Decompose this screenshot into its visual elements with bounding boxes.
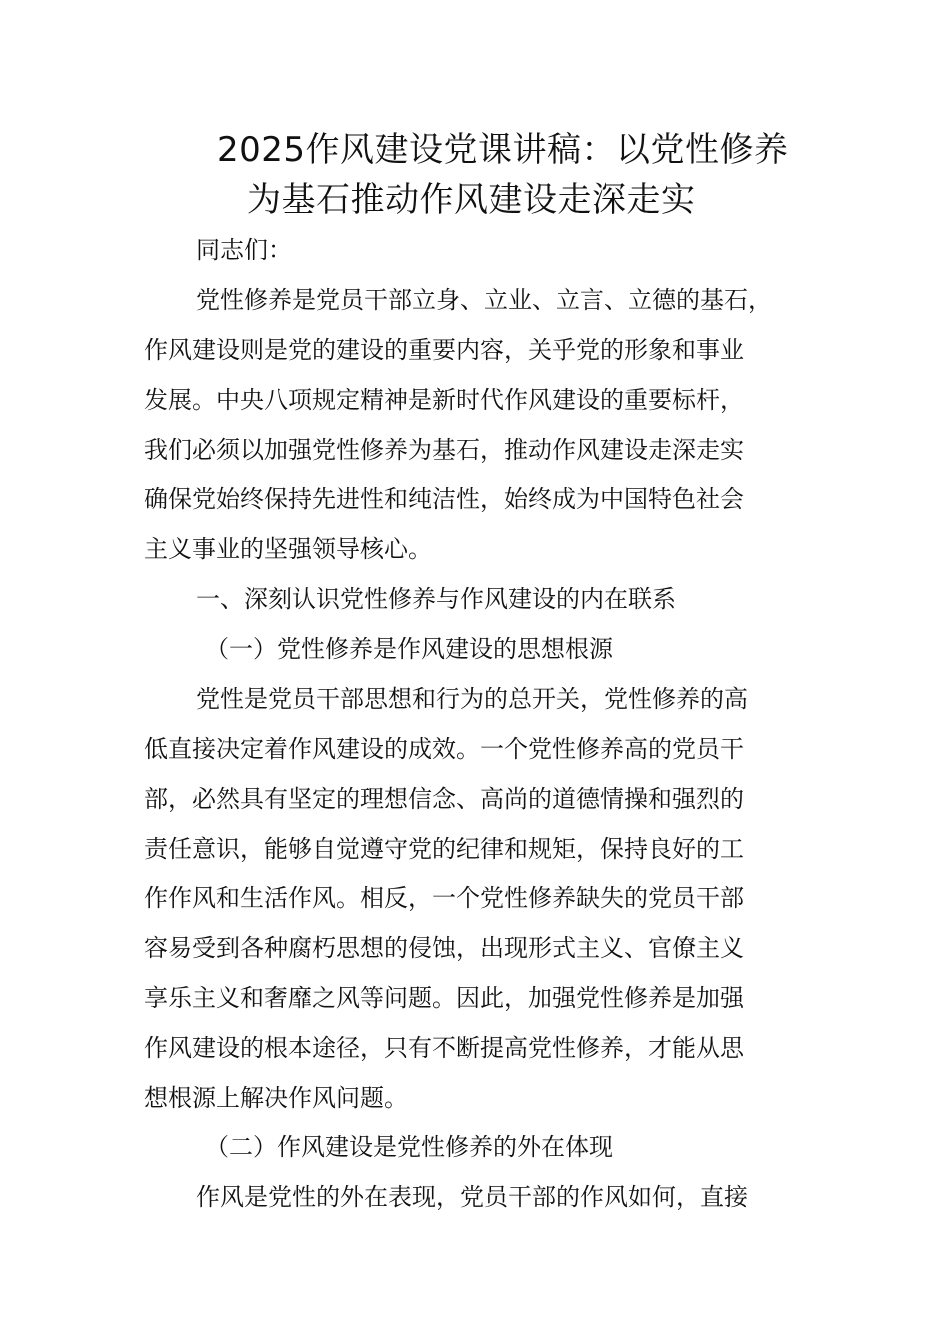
subsection-2-heading: （二）作风建设是党性修养的外在体现: [205, 1133, 613, 1161]
document-title-line-2: 为基石推动作风建设走深走实: [247, 180, 696, 220]
paragraph-2-line: 低直接决定着作风建设的成效。一个党性修养高的党员干: [144, 735, 744, 763]
paragraph-2-line: 容易受到各种腐朽思想的侵蚀，出现形式主义、官僚主义: [144, 934, 744, 962]
paragraph-2-line: 作作风和生活作风。相反，一个党性修养缺失的党员干部: [144, 884, 744, 912]
paragraph-1-line: 我们必须以加强党性修养为基石，推动作风建设走深走实: [144, 436, 744, 464]
paragraph-3-line: 作风是党性的外在表现，党员干部的作风如何，直接: [196, 1183, 748, 1211]
section-1-heading: 一、深刻认识党性修养与作风建设的内在联系: [196, 585, 676, 613]
paragraph-2-line: 部，必然具有坚定的理想信念、高尚的道德情操和强烈的: [144, 785, 744, 813]
document-title-line-1: 2025作风建设党课讲稿：以党性修养: [217, 130, 789, 170]
paragraph-1-line: 发展。中央八项规定精神是新时代作风建设的重要标杆，: [144, 386, 744, 414]
paragraph-2-line: 党性是党员干部思想和行为的总开关，党性修养的高: [196, 685, 748, 713]
paragraph-2-line: 想根源上解决作风问题。: [144, 1084, 408, 1112]
paragraph-2-line: 享乐主义和奢靡之风等问题。因此，加强党性修养是加强: [144, 984, 744, 1012]
paragraph-2-line: 作风建设的根本途径，只有不断提高党性修养，才能从思: [144, 1034, 744, 1062]
paragraph-1-line: 确保党始终保持先进性和纯洁性，始终成为中国特色社会: [144, 485, 744, 513]
paragraph-2-line: 责任意识，能够自觉遵守党的纪律和规矩，保持良好的工: [144, 835, 744, 863]
greeting: 同志们：: [196, 236, 292, 264]
paragraph-1-line: 作风建设则是党的建设的重要内容，关乎党的形象和事业: [144, 336, 744, 364]
paragraph-1-line: 党性修养是党员干部立身、立业、立言、立德的基石，: [196, 286, 772, 314]
subsection-1-heading: （一）党性修养是作风建设的思想根源: [205, 635, 613, 663]
paragraph-1-line: 主义事业的坚强领导核心。: [144, 535, 432, 563]
